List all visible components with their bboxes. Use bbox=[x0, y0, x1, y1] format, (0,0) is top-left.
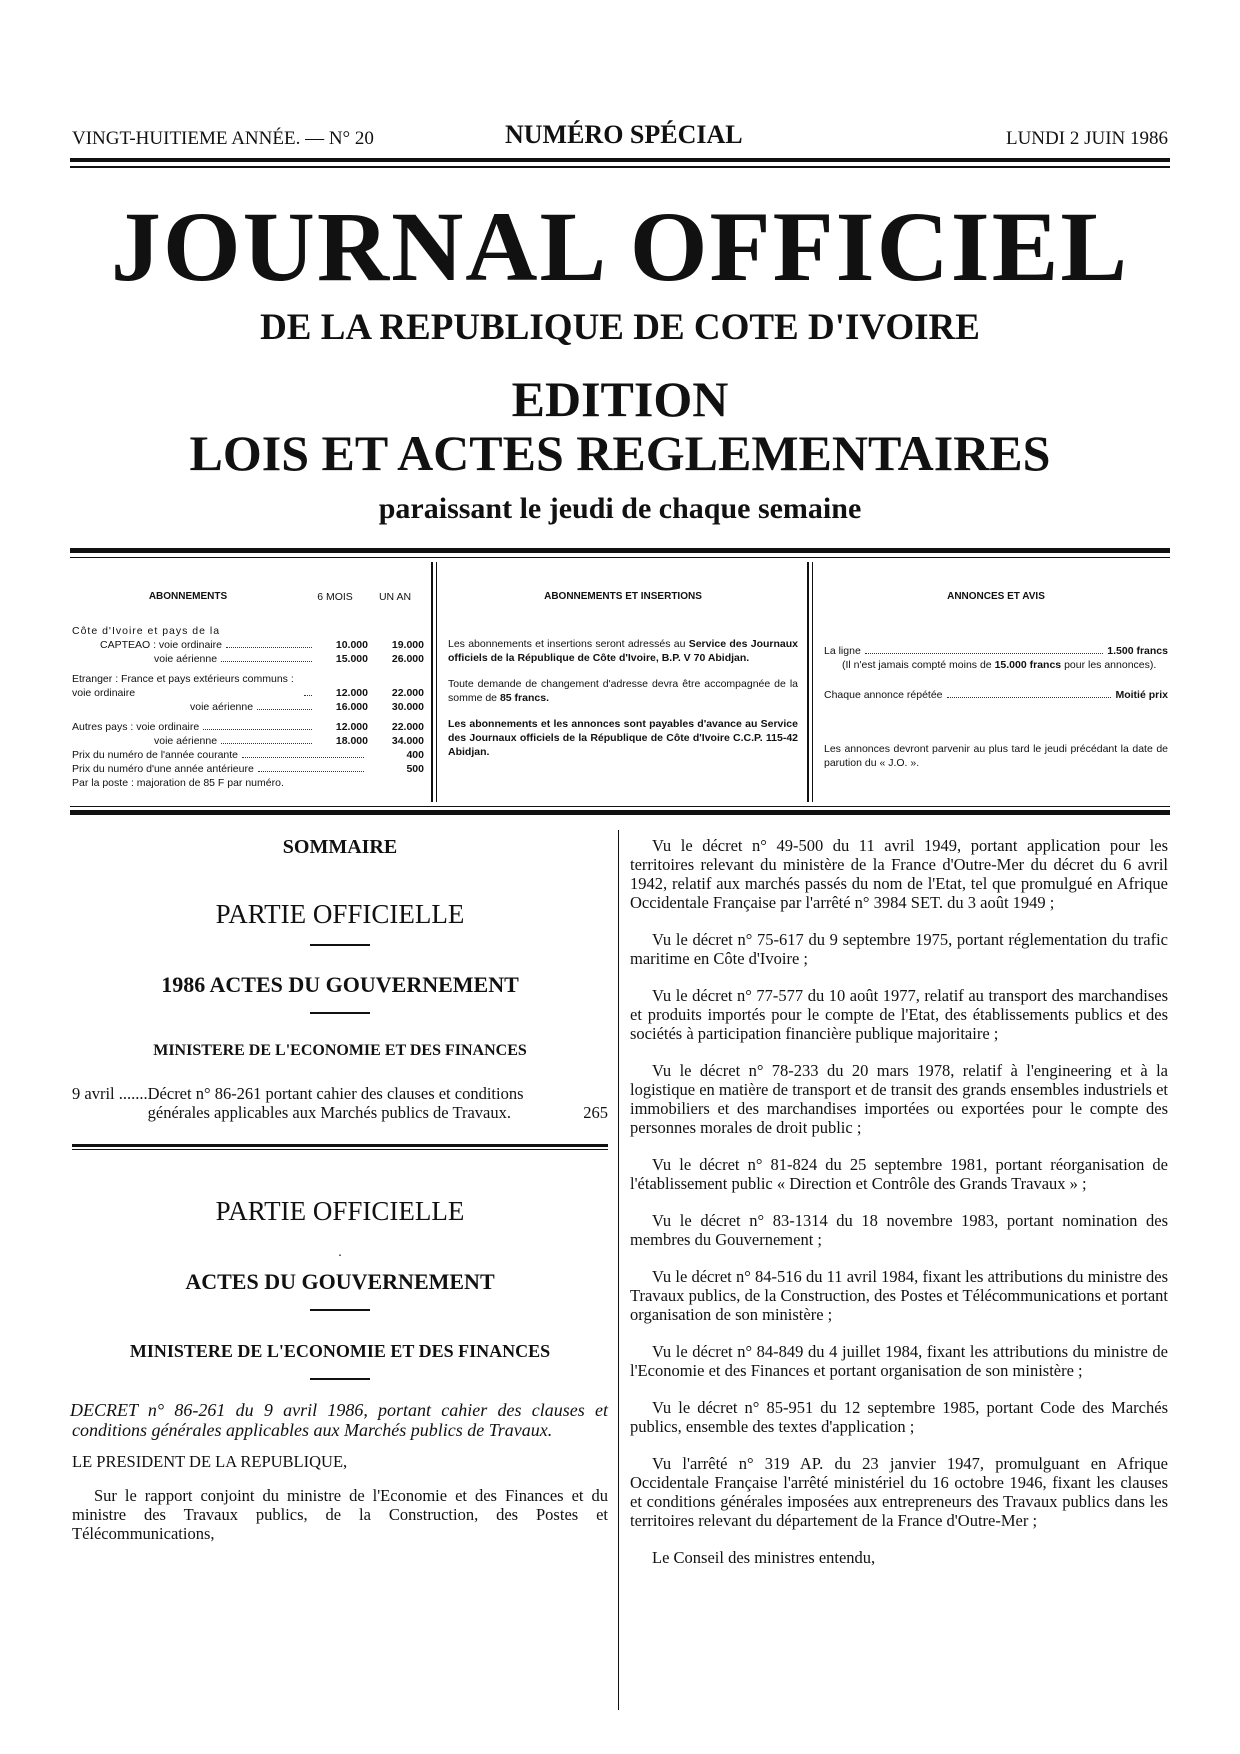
price-current: Prix du numéro de l'année courante 400 bbox=[72, 749, 424, 761]
insertions-address-change: Toute demande de changement d'adresse devra être accompagnée de la somme de 85 francs. bbox=[448, 678, 798, 704]
visa-paragraph: Vu le décret n° 84-849 du 4 juillet 1984, fixant les attributions du ministre de l'Economie et des Finances et portant organisation de son ministère ; bbox=[630, 1342, 1168, 1380]
insertions-payment: Les abonnements et les annonces sont payables d'avance au Service des Journaux officiels de la République de Côte d'Ivoire C.C.P. 115-42 Abidjan. bbox=[448, 718, 798, 758]
council-line: Le Conseil des ministres entendu, bbox=[652, 1548, 876, 1567]
header-issue: VINGT-HUITIEME ANNÉE. — N° 20 bbox=[72, 128, 374, 149]
right-column bbox=[630, 836, 1168, 1585]
box-rule-bottom-thin bbox=[70, 806, 1170, 807]
edition-label: EDITION bbox=[511, 371, 729, 427]
journal-title: JOURNAL OFFICIEL bbox=[110, 191, 1130, 302]
col-1-year: UN AN bbox=[378, 591, 412, 603]
visa-paragraph: Vu le décret n° 83-1314 du 18 novembre 1983, portant nomination des membres du Gouvernement ; bbox=[630, 1211, 1168, 1249]
visa-paragraph: Vu le décret n° 81-824 du 25 septembre 1981, portant réorganisation de l'établissement public « Direction et Contrôle des Grands Travaux » ; bbox=[630, 1155, 1168, 1193]
price-row: Etranger : France et pays extérieurs communs : voie ordinaire 12.000 22.000 bbox=[72, 673, 424, 699]
subscriptions-heading: ABONNEMENTS bbox=[148, 591, 228, 602]
box-rule-top-thin bbox=[70, 557, 1170, 558]
summary-part: PARTIE OFFICIELLE bbox=[215, 899, 465, 929]
header-rule-top bbox=[70, 158, 1170, 162]
visa-paragraph: Vu le décret n° 78-233 du 20 mars 1978, relatif à l'engineering et à la logistique en matière de transport et de transit des grands ensembles industriels et immobiliers et des marchandises importées ou exportées pour le compte des personnes morales de droit public ; bbox=[630, 1061, 1168, 1137]
column-separator bbox=[618, 830, 619, 1710]
visa-paragraph: Vu le décret n° 75-617 du 9 septembre 1975, portant réglementation du trafic maritime en Côte d'Ivoire ; bbox=[630, 930, 1168, 968]
header-rule-bottom bbox=[70, 166, 1170, 168]
summary-entry-date: 9 avril bbox=[72, 1084, 115, 1103]
body-divider bbox=[310, 1309, 370, 1311]
body-acts: ACTES DU GOUVERNEMENT bbox=[185, 1269, 495, 1294]
price-row: voie aérienne 16.000 30.000 bbox=[190, 701, 424, 713]
visa-paragraph: Vu le décret n° 77-577 du 10 août 1977, relatif au transport des marchandises et produits importés pour le compte de l'Etat, des établissements publics et des sociétés à participation financière publique majoritaire ; bbox=[630, 986, 1168, 1043]
edition-name: LOIS ET ACTES REGLEMENTAIRES bbox=[189, 425, 1051, 481]
summary-rule bbox=[72, 1144, 608, 1147]
summary-divider bbox=[310, 1012, 370, 1014]
box-divider-1 bbox=[431, 562, 433, 802]
summary-rule-thin bbox=[72, 1149, 608, 1150]
postage-note: Par la poste : majoration de 85 F par numéro. bbox=[72, 777, 284, 789]
visa-paragraph: Vu le décret n° 49-500 du 11 avril 1949, portant application pour les territoires relevant du ministère de la France d'Outre-Mer du décret du 6 avril 1942, relatif aux marchés passés du nom de l'Etat, tel que promulgué en Afrique Occidentale Française par l'arrêté n° 3984 SET. du 3 août 1949 ; bbox=[630, 836, 1168, 912]
price-row: CAPTEAO : voie ordinaire 10.000 19.000 bbox=[100, 639, 424, 651]
insertions-address: Les abonnements et insertions seront adressés au Service des Journaux officiels de la République de Côte d'Ivoire, B.P. V 70 Abidjan. bbox=[448, 638, 799, 664]
insertions-panel bbox=[448, 590, 798, 759]
deadline-note: Les annonces devront parvenir au plus tard le jeudi précédant la date de parution du « J.O. ». bbox=[824, 743, 1168, 769]
body-part: PARTIE OFFICIELLE bbox=[215, 1196, 465, 1226]
journal-subtitle: DE LA REPUBLIQUE DE COTE D'IVOIRE bbox=[260, 307, 980, 348]
price-row: voie aérienne 18.000 34.000 bbox=[154, 735, 424, 747]
summary-entry-text: Décret n° 86-261 portant cahier des clauses et conditions générales applicables aux Marchés publics de Travaux. bbox=[147, 1084, 524, 1122]
summary-entry-page: 265 bbox=[583, 1103, 608, 1122]
insertions-heading: ABONNEMENTS ET INSERTIONS bbox=[544, 591, 702, 602]
visa-paragraph: Vu le décret n° 85-951 du 12 septembre 1985, portant Code des Marchés publics, ensemble des textes d'application ; bbox=[630, 1398, 1168, 1436]
visa-paragraph: Vu le décret n° 84-516 du 11 avril 1984, fixant les attributions du ministre des Travaux publics, de la Construction, des Postes et Télécommunications et portant organisation de son ministère ; bbox=[630, 1267, 1168, 1324]
decree-title: DECRET n° 86-261 du 9 avril 1986, portant cahier des clauses et conditions générales applicables aux Marchés publics de Travaux. bbox=[70, 1400, 608, 1440]
summary-entry[interactable]: 9 avril ....... Décret n° 86-261 portant cahier des clauses et conditions générales applicables aux Marchés publics de Travaux. 265 bbox=[72, 1084, 608, 1122]
summary-title: SOMMAIRE bbox=[282, 836, 398, 858]
left-column: SOMMAIRE PARTIE OFFICIELLE 1986 ACTES DU GOUVERNEMENT MINISTERE DE L'ECONOMIE ET DES FINANCES 9 avril ....... Décret n° 86-261 portant cahier des clauses et conditions générales applicables aux Marchés publics de Travaux. 265 PARTIE OFFICIELLE . ACTES DU GOUVERNEMENT MINISTERE DE L'ECONOMIE ET DES FINANCES DECRET n° 86-261 du 9 avril 1986, portant cahier des clauses et conditions générales applicables aux Marchés publics de Travaux. LE PRESIDENT DE LA REPUBLIQUE, Sur le rapport conjoint du ministre de l'Economie et des Finances et du ministre des Travaux publics, de la Construction, des Postes et Télécommunications, bbox=[70, 836, 608, 1543]
repeat-price: Chaque annonce répétée Moitié prix bbox=[824, 689, 1168, 701]
box-divider-1b bbox=[436, 562, 437, 802]
summary-ministry: MINISTERE DE L'ECONOMIE ET DES FINANCES bbox=[153, 1042, 527, 1059]
president-line: LE PRESIDENT DE LA REPUBLIQUE, bbox=[72, 1452, 348, 1471]
box-divider-2b bbox=[812, 562, 813, 802]
announcements-heading: ANNONCES ET AVIS bbox=[947, 591, 1045, 602]
box-divider-2 bbox=[807, 562, 809, 802]
minimum-note: (Il n'est jamais compté moins de 15.000 francs pour les annonces). bbox=[842, 659, 1157, 671]
body-ministry: MINISTERE DE L'ECONOMIE ET DES FINANCES bbox=[129, 1341, 551, 1361]
summary-divider bbox=[310, 944, 370, 946]
box-rule-bottom bbox=[70, 810, 1170, 815]
price-previous: Prix du numéro d'une année antérieure 500 bbox=[72, 763, 424, 775]
body-divider bbox=[310, 1378, 370, 1380]
price-row: Autres pays : voie ordinaire 12.000 22.000 bbox=[72, 721, 424, 733]
cote-ivoire-label: Côte d'Ivoire et pays de la bbox=[72, 625, 221, 637]
header-special: NUMÉRO SPÉCIAL bbox=[505, 120, 743, 149]
box-rule-top bbox=[70, 548, 1170, 553]
header-date: LUNDI 2 JUIN 1986 bbox=[1005, 128, 1168, 149]
announcements-panel bbox=[824, 590, 1168, 770]
frequency-line: paraissant le jeudi de chaque semaine bbox=[378, 492, 862, 525]
subscriptions-panel bbox=[72, 590, 424, 790]
report-paragraph: Sur le rapport conjoint du ministre de l'Economie et des Finances et du ministre des Travaux publics, de la Construction, des Postes et Télécommunications, bbox=[72, 1486, 608, 1543]
line-price: La ligne 1.500 francs bbox=[824, 645, 1168, 657]
col-6-months: 6 MOIS bbox=[317, 591, 353, 603]
price-row: voie aérienne 15.000 26.000 bbox=[154, 653, 424, 665]
visa-paragraph: Vu l'arrêté n° 319 AP. du 23 janvier 1947, promulguant en Afrique Occidentale Française l'arrêté ministériel du 16 octobre 1946, fixant les clauses et conditions générales imposées aux entrepreneurs des Travaux publics dans les territoires relevant du département de la France d'Outre-Mer ; bbox=[630, 1454, 1168, 1530]
summary-acts: 1986 ACTES DU GOUVERNEMENT bbox=[161, 972, 519, 997]
